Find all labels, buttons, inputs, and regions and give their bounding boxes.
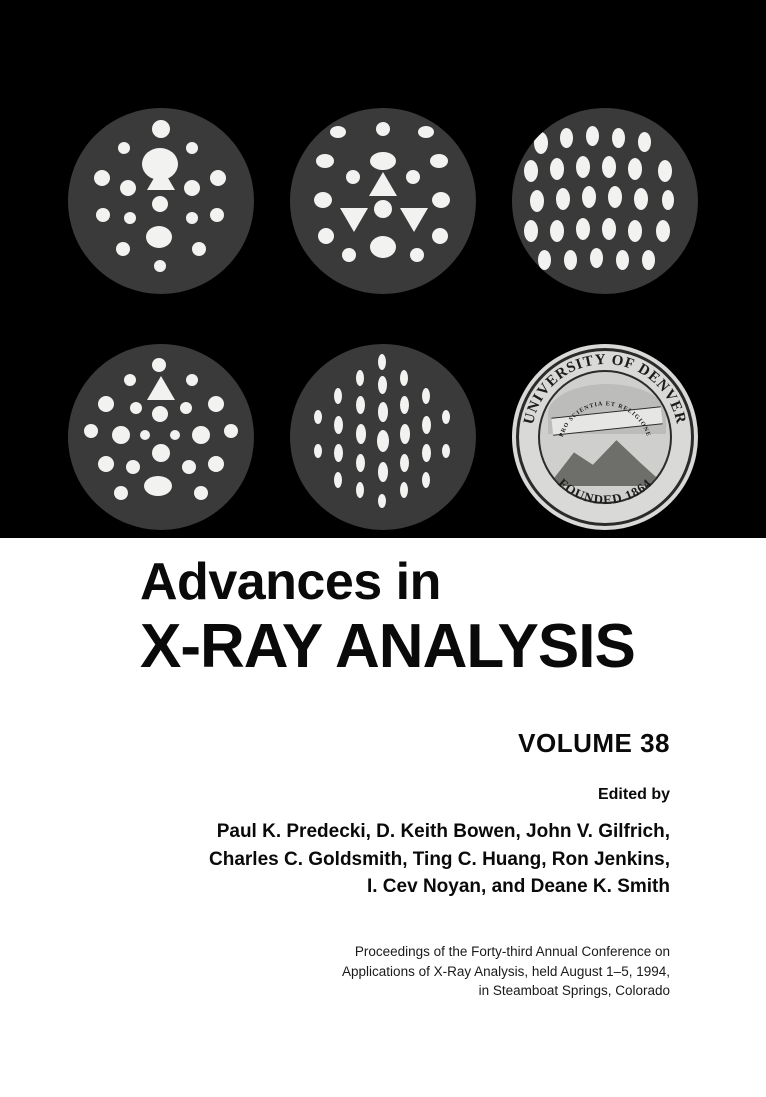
svg-text:UNIVERSITY OF DENVER [521,352,689,426]
svg-text:FOUNDED 1864 [555,475,654,507]
book-title-line-2: X-RAY ANALYSIS [140,612,635,681]
proceedings-note [250,942,670,1001]
edited-by-label: Edited by [597,786,670,803]
diffraction-disc-3 [512,108,698,294]
svg-text:PRO SCIENTIA ET RELIGIONE [559,401,651,438]
cover-artwork-panel [0,0,766,538]
diffraction-disc-1 [68,108,254,294]
editors-line-2: Charles C. Goldsmith, Ting C. Huang, Ron Jenkins, [209,848,670,870]
seal-bottom-text: FOUNDED 1864 [555,475,655,508]
diffraction-disc-5 [290,344,476,530]
proceedings-line-1: Proceedings of the Forty-third Annual Conference on [354,944,670,959]
editors-list [140,818,670,901]
book-title-line-1: Advances in [140,553,441,611]
seal-text [512,344,698,530]
diffraction-disc-grid [68,108,698,508]
diffraction-disc-4 [68,344,254,530]
diffraction-disc-2 [290,108,476,294]
cover-text-panel [0,538,766,1097]
seal-top-text: UNIVERSITY OF DENVER [521,351,689,427]
editors-line-3: I. Cev Noyan, and Deane K. Smith [366,876,670,898]
proceedings-line-2: Applications of X-Ray Analysis, held August 1–5, 1994, [342,963,670,979]
editors-line-1: Paul K. Predecki, D. Keith Bowen, John V. Gilfrich, [216,821,670,842]
volume-label: VOLUME 38 [518,728,670,758]
seal-motto-text: PRO SCIENTIA ET RELIGIONE [558,401,652,438]
university-of-denver-seal [512,344,698,530]
proceedings-line-3: in Steamboat Springs, Colorado [478,983,670,999]
